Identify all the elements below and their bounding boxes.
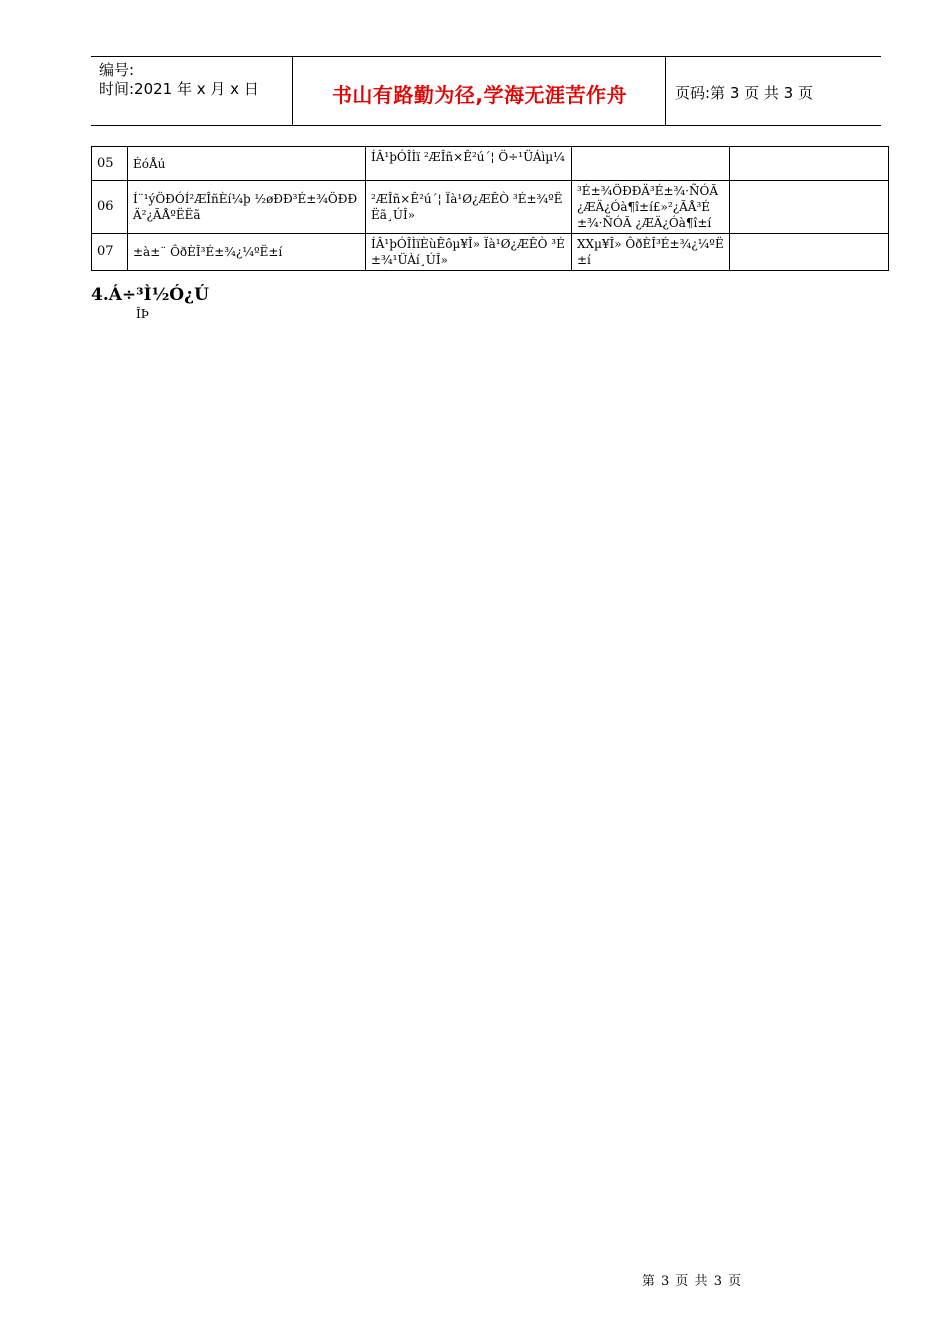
header-motto: 书山有路勤为径,学海无涯苦作舟: [331, 83, 628, 107]
table-cell: [730, 147, 889, 181]
row-number: 05: [92, 147, 128, 181]
table-cell: ±à±¨ ÔðÈÎ³É±¾¿¼ºË±í: [128, 234, 366, 271]
table-cell: Í¨¹ýÖÐÓÍ²ÆÎñÈí¼þ ½øÐÐ³É±¾ÖÐÐÄ²¿ÃÅºËËã: [128, 181, 366, 234]
table-cell: ³É±¾ÖÐÐÄ³É±¾·ÑÓÃ¿ÆÄ¿Óà¶î±í£»²¿ÃÅ³É±¾·ÑÓÃ ¿ÆÄ¿Óà¶î±í: [572, 181, 730, 234]
table-cell: [730, 234, 889, 271]
section-body: ÎÞ: [136, 307, 149, 321]
row-number: 06: [92, 181, 128, 234]
row-number: 07: [92, 234, 128, 271]
table-row: [92, 181, 889, 234]
table-row: [92, 234, 889, 271]
table-cell: ÉóÅú: [128, 147, 366, 181]
table-row: [92, 147, 889, 181]
table-cell: [730, 181, 889, 234]
document-date-label: 时间:2021 年 x 月 x 日: [99, 80, 259, 98]
header-divider: [665, 57, 666, 125]
table-cell: [572, 147, 730, 181]
process-table: [91, 146, 889, 271]
table-cell: XXµ¥Î» ÔðÈÎ³É±¾¿¼ºË±í: [572, 234, 730, 271]
page-footer: 第 3 页 共 3 页: [641, 1274, 743, 1289]
page-header: [91, 56, 881, 126]
header-page-number: 页码:第 3 页 共 3 页: [675, 84, 813, 102]
header-meta: [99, 61, 259, 99]
document-number-label: 编号:: [99, 61, 135, 79]
table-cell: ÍÂ¹þÓÎÌï ²ÆÎñ×Ê²ú´¦ Ö÷¹ÜÁìµ¼: [366, 147, 572, 181]
table-cell: ÍÂ¹þÓÎÌïÈùÊôµ¥Î» Ïà¹Ø¿ÆÊÒ ³É±¾¹ÜÀí¸ÚÎ»: [366, 234, 572, 271]
section-heading: 4.Á÷³Ì½Ó¿Ú: [91, 285, 209, 305]
table-cell: ²ÆÎñ×Ê²ú´¦ Ïà¹Ø¿ÆÊÒ ³É±¾ºËËã¸ÚÎ»: [366, 181, 572, 234]
